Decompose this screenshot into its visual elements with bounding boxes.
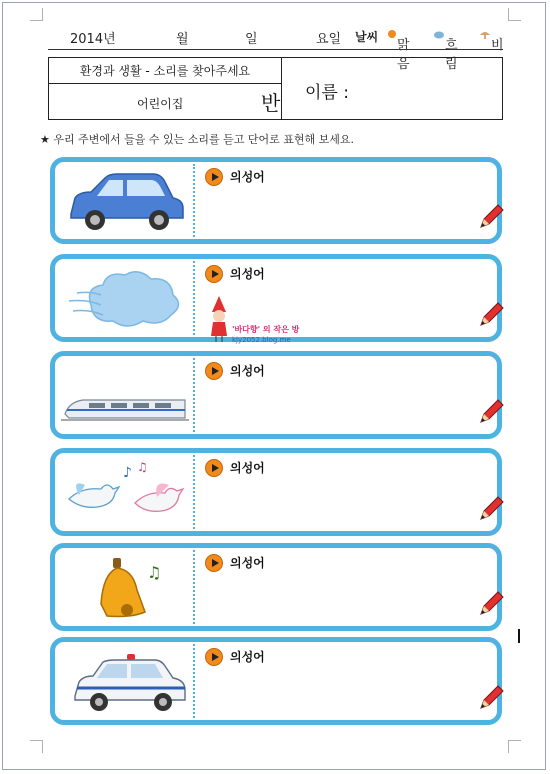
svg-text:♫: ♫ bbox=[137, 460, 148, 474]
card-divider bbox=[193, 455, 195, 529]
sound-card bbox=[50, 448, 502, 536]
play-icon bbox=[205, 459, 223, 477]
header-underline bbox=[48, 49, 503, 50]
sound-card bbox=[50, 157, 502, 244]
cloud-icon bbox=[433, 29, 445, 39]
play-icon bbox=[205, 265, 223, 283]
wind-cloud-icon bbox=[61, 265, 189, 333]
weather-rain-label: 비 bbox=[491, 38, 504, 53]
sound-card bbox=[50, 637, 502, 725]
weather-label: 날씨 bbox=[355, 30, 379, 44]
pencil-icon bbox=[477, 495, 505, 523]
weather-sunny-label: 맑음 bbox=[397, 38, 410, 72]
sound-card bbox=[50, 543, 502, 631]
play-icon bbox=[205, 362, 223, 380]
pencil-icon bbox=[477, 590, 505, 618]
sound-card bbox=[50, 351, 502, 439]
crop-mark-tr bbox=[508, 8, 521, 21]
birds-icon bbox=[61, 459, 189, 527]
girl-mascot-icon bbox=[208, 296, 230, 342]
title-box bbox=[48, 57, 503, 120]
class-label: 반 bbox=[261, 91, 281, 115]
bell-icon bbox=[61, 554, 189, 622]
blog-watermark bbox=[208, 296, 318, 346]
card-divider bbox=[193, 261, 195, 335]
year-text: 2014년 bbox=[70, 32, 116, 47]
car-icon bbox=[61, 168, 189, 236]
onomatopoeia-label: 의성어 bbox=[230, 556, 265, 570]
svg-text:♫: ♫ bbox=[147, 563, 162, 582]
subject-title: 환경과 생활 - 소리를 찾아주세요 bbox=[79, 64, 251, 78]
weekday-label: 요일 bbox=[316, 32, 342, 47]
weather-sunny[interactable] bbox=[387, 28, 410, 72]
weather-cloudy-label: 흐림 bbox=[445, 38, 458, 72]
month-label: 월 bbox=[176, 32, 189, 47]
onomatopoeia-label: 의성어 bbox=[230, 650, 265, 664]
onomatopoeia-label: 의성어 bbox=[230, 170, 265, 184]
pencil-icon bbox=[477, 398, 505, 426]
school-label: 어린이집 bbox=[137, 97, 184, 111]
instruction-text: ★ 우리 주변에서 들을 수 있는 소리를 듣고 단어로 표현해 보세요. bbox=[40, 133, 354, 146]
police-car-icon bbox=[61, 648, 189, 716]
watermark-title: '바다향' 의 작은 방 bbox=[232, 325, 300, 334]
card-divider bbox=[193, 358, 195, 432]
play-icon bbox=[205, 554, 223, 572]
rain-icon bbox=[479, 29, 491, 39]
onomatopoeia-label: 의성어 bbox=[230, 461, 265, 475]
crop-mark-br bbox=[508, 740, 521, 753]
sun-icon bbox=[387, 29, 397, 39]
card-divider bbox=[193, 644, 195, 718]
class-cell[interactable] bbox=[49, 84, 282, 119]
card-divider bbox=[193, 164, 195, 237]
crop-mark-bl bbox=[30, 740, 43, 753]
weather-rain[interactable] bbox=[479, 28, 504, 53]
train-icon bbox=[61, 362, 189, 430]
onomatopoeia-label: 의성어 bbox=[230, 267, 265, 281]
onomatopoeia-label: 의성어 bbox=[230, 364, 265, 378]
pencil-icon bbox=[477, 301, 505, 329]
watermark-url: kjy2052.blog.me bbox=[232, 336, 291, 344]
pencil-icon bbox=[477, 684, 505, 712]
play-icon bbox=[205, 648, 223, 666]
svg-text:♪: ♪ bbox=[123, 465, 132, 481]
card-divider bbox=[193, 550, 195, 624]
play-icon bbox=[205, 168, 223, 186]
crop-mark-tl bbox=[30, 8, 43, 21]
text-cursor bbox=[518, 629, 520, 643]
subject-cell bbox=[49, 58, 282, 84]
pencil-icon bbox=[477, 203, 505, 231]
name-field[interactable]: 이름 : bbox=[305, 83, 349, 103]
day-label: 일 bbox=[245, 32, 258, 47]
weather-cloudy[interactable] bbox=[433, 28, 458, 72]
